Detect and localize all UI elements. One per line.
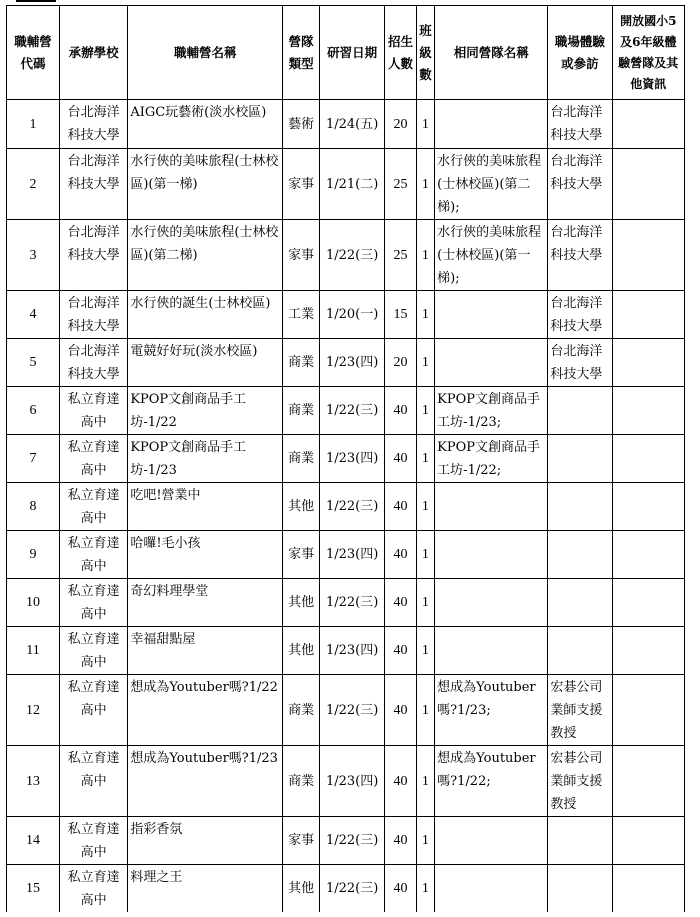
cell-classes: 1 bbox=[416, 531, 434, 579]
cell-classes: 1 bbox=[416, 817, 434, 865]
cell-type: 家事 bbox=[283, 531, 320, 579]
cell-date: 1/24(五) bbox=[319, 100, 384, 149]
table-row bbox=[7, 149, 685, 220]
cell-date: 1/23(四) bbox=[319, 531, 384, 579]
cell-school: 私立育達高中 bbox=[60, 627, 128, 675]
cell-classes: 1 bbox=[416, 579, 434, 627]
cell-code: 11 bbox=[7, 627, 60, 675]
cell-camp-name: 幸福甜點屋 bbox=[128, 627, 283, 675]
cell-related bbox=[435, 339, 548, 387]
table-row bbox=[7, 291, 685, 339]
cell-enroll: 40 bbox=[385, 675, 417, 746]
cell-camp-name: 電競好好玩(淡水校區) bbox=[128, 339, 283, 387]
cell-open bbox=[612, 149, 684, 220]
cell-open bbox=[612, 675, 684, 746]
cell-classes: 1 bbox=[416, 435, 434, 483]
cell-code: 3 bbox=[7, 220, 60, 291]
cell-related: 想成為Youtuber嗎?1/23; bbox=[435, 675, 548, 746]
table-row bbox=[7, 531, 685, 579]
table-row bbox=[7, 865, 685, 913]
cell-open bbox=[612, 339, 684, 387]
cell-code: 1 bbox=[7, 100, 60, 149]
cell-type: 家事 bbox=[283, 220, 320, 291]
cell-school: 台北海洋科技大學 bbox=[60, 149, 128, 220]
header-related: 相同營隊名稱 bbox=[435, 6, 548, 100]
cell-enroll: 40 bbox=[385, 627, 417, 675]
cell-camp-name: 吃吧!營業中 bbox=[128, 483, 283, 531]
table-row bbox=[7, 220, 685, 291]
cell-school: 私立育達高中 bbox=[60, 483, 128, 531]
cell-date: 1/22(三) bbox=[319, 675, 384, 746]
cell-date: 1/22(三) bbox=[319, 220, 384, 291]
cell-date: 1/20(一) bbox=[319, 291, 384, 339]
cell-enroll: 25 bbox=[385, 149, 417, 220]
cell-related bbox=[435, 531, 548, 579]
cell-enroll: 20 bbox=[385, 100, 417, 149]
cell-type: 其他 bbox=[283, 579, 320, 627]
cell-related bbox=[435, 865, 548, 913]
cell-related: KPOP文創商品手工坊-1/23; bbox=[435, 387, 548, 435]
table-row bbox=[7, 435, 685, 483]
cell-school: 私立育達高中 bbox=[60, 675, 128, 746]
cell-related bbox=[435, 817, 548, 865]
cell-classes: 1 bbox=[416, 865, 434, 913]
cell-classes: 1 bbox=[416, 339, 434, 387]
cell-classes: 1 bbox=[416, 675, 434, 746]
cell-date: 1/23(四) bbox=[319, 627, 384, 675]
cell-school: 台北海洋科技大學 bbox=[60, 291, 128, 339]
cell-open bbox=[612, 746, 684, 817]
cell-type: 商業 bbox=[283, 339, 320, 387]
cell-date: 1/23(四) bbox=[319, 746, 384, 817]
cell-code: 8 bbox=[7, 483, 60, 531]
table-row bbox=[7, 627, 685, 675]
document-page bbox=[6, 0, 686, 912]
cell-code: 5 bbox=[7, 339, 60, 387]
cell-school: 私立育達高中 bbox=[60, 817, 128, 865]
camp-table bbox=[6, 5, 685, 912]
cell-open bbox=[612, 291, 684, 339]
cell-type: 商業 bbox=[283, 435, 320, 483]
cell-code: 15 bbox=[7, 865, 60, 913]
cell-code: 2 bbox=[7, 149, 60, 220]
cell-visit bbox=[548, 483, 612, 531]
table-row bbox=[7, 675, 685, 746]
cell-school: 私立育達高中 bbox=[60, 531, 128, 579]
header-type: 營隊類型 bbox=[283, 6, 320, 100]
cell-visit bbox=[548, 627, 612, 675]
cell-visit: 台北海洋科技大學 bbox=[548, 291, 612, 339]
cell-open bbox=[612, 531, 684, 579]
cell-visit: 台北海洋科技大學 bbox=[548, 149, 612, 220]
cell-classes: 1 bbox=[416, 387, 434, 435]
cell-enroll: 40 bbox=[385, 865, 417, 913]
cell-classes: 1 bbox=[416, 291, 434, 339]
cell-type: 其他 bbox=[283, 483, 320, 531]
cell-camp-name: 水行俠的美味旅程(士林校區)(第二梯) bbox=[128, 220, 283, 291]
header-classes: 班級數 bbox=[416, 6, 434, 100]
cell-classes: 1 bbox=[416, 627, 434, 675]
cell-code: 7 bbox=[7, 435, 60, 483]
cell-enroll: 20 bbox=[385, 339, 417, 387]
cell-school: 台北海洋科技大學 bbox=[60, 220, 128, 291]
cell-related bbox=[435, 100, 548, 149]
cell-visit bbox=[548, 531, 612, 579]
cell-enroll: 40 bbox=[385, 746, 417, 817]
cell-date: 1/22(三) bbox=[319, 387, 384, 435]
cell-related: 想成為Youtuber嗎?1/22; bbox=[435, 746, 548, 817]
cell-classes: 1 bbox=[416, 100, 434, 149]
cell-type: 商業 bbox=[283, 387, 320, 435]
cell-related bbox=[435, 483, 548, 531]
cell-visit bbox=[548, 579, 612, 627]
cell-type: 家事 bbox=[283, 817, 320, 865]
cell-related bbox=[435, 291, 548, 339]
cell-code: 12 bbox=[7, 675, 60, 746]
header-enroll: 招生人數 bbox=[385, 6, 417, 100]
table-row bbox=[7, 817, 685, 865]
cell-visit: 宏碁公司業師支援教授 bbox=[548, 746, 612, 817]
table-row bbox=[7, 483, 685, 531]
cell-classes: 1 bbox=[416, 220, 434, 291]
cell-related bbox=[435, 579, 548, 627]
cell-enroll: 40 bbox=[385, 387, 417, 435]
table-row bbox=[7, 746, 685, 817]
cell-date: 1/22(三) bbox=[319, 865, 384, 913]
cell-camp-name: KPOP文創商品手工坊-1/22 bbox=[128, 387, 283, 435]
cell-visit bbox=[548, 435, 612, 483]
cell-visit bbox=[548, 817, 612, 865]
cell-classes: 1 bbox=[416, 483, 434, 531]
header-open: 開放國小5及6年級體驗營隊及其他資訊 bbox=[612, 6, 684, 100]
cell-type: 藝術 bbox=[283, 100, 320, 149]
cell-code: 6 bbox=[7, 387, 60, 435]
cell-camp-name: 奇幻料理學堂 bbox=[128, 579, 283, 627]
cell-enroll: 40 bbox=[385, 435, 417, 483]
cell-type: 商業 bbox=[283, 746, 320, 817]
cell-visit bbox=[548, 865, 612, 913]
cell-open bbox=[612, 483, 684, 531]
table-row bbox=[7, 579, 685, 627]
cell-open bbox=[612, 387, 684, 435]
cell-date: 1/22(三) bbox=[319, 817, 384, 865]
cell-date: 1/23(四) bbox=[319, 435, 384, 483]
cell-visit: 台北海洋科技大學 bbox=[548, 100, 612, 149]
cell-code: 4 bbox=[7, 291, 60, 339]
table-body bbox=[7, 100, 685, 913]
cell-related: KPOP文創商品手工坊-1/22; bbox=[435, 435, 548, 483]
cell-enroll: 15 bbox=[385, 291, 417, 339]
cell-school: 私立育達高中 bbox=[60, 865, 128, 913]
cell-camp-name: AIGC玩藝術(淡水校區) bbox=[128, 100, 283, 149]
cell-visit: 台北海洋科技大學 bbox=[548, 339, 612, 387]
cell-school: 私立育達高中 bbox=[60, 746, 128, 817]
cell-date: 1/23(四) bbox=[319, 339, 384, 387]
header-visit: 職場體驗或參訪 bbox=[548, 6, 612, 100]
cell-visit bbox=[548, 387, 612, 435]
cell-open bbox=[612, 817, 684, 865]
cell-open bbox=[612, 435, 684, 483]
cell-visit: 台北海洋科技大學 bbox=[548, 220, 612, 291]
cell-camp-name: 水行俠的誕生(士林校區) bbox=[128, 291, 283, 339]
cell-camp-name: 指彩香氛 bbox=[128, 817, 283, 865]
cell-enroll: 40 bbox=[385, 483, 417, 531]
table-row bbox=[7, 387, 685, 435]
cell-open bbox=[612, 100, 684, 149]
cell-open bbox=[612, 220, 684, 291]
cell-code: 10 bbox=[7, 579, 60, 627]
header-date: 研習日期 bbox=[319, 6, 384, 100]
cell-school: 私立育達高中 bbox=[60, 435, 128, 483]
cell-date: 1/22(三) bbox=[319, 579, 384, 627]
cell-enroll: 25 bbox=[385, 220, 417, 291]
cell-type: 商業 bbox=[283, 675, 320, 746]
header-camp-name: 職輔營名稱 bbox=[128, 6, 283, 100]
cell-classes: 1 bbox=[416, 746, 434, 817]
table-row bbox=[7, 100, 685, 149]
header-row bbox=[7, 6, 685, 100]
cell-date: 1/21(二) bbox=[319, 149, 384, 220]
cell-school: 私立育達高中 bbox=[60, 579, 128, 627]
cell-enroll: 40 bbox=[385, 579, 417, 627]
cell-type: 家事 bbox=[283, 149, 320, 220]
cell-code: 14 bbox=[7, 817, 60, 865]
cell-related: 水行俠的美味旅程(士林校區)(第一梯); bbox=[435, 220, 548, 291]
cell-type: 其他 bbox=[283, 865, 320, 913]
cell-visit: 宏碁公司業師支援教授 bbox=[548, 675, 612, 746]
cell-related: 水行俠的美味旅程(士林校區)(第二梯); bbox=[435, 149, 548, 220]
cell-camp-name: 想成為Youtuber嗎?1/22 bbox=[128, 675, 283, 746]
cell-camp-name: KPOP文創商品手工坊-1/23 bbox=[128, 435, 283, 483]
cell-related bbox=[435, 627, 548, 675]
cell-code: 9 bbox=[7, 531, 60, 579]
cell-school: 台北海洋科技大學 bbox=[60, 339, 128, 387]
cell-camp-name: 水行俠的美味旅程(士林校區)(第一梯) bbox=[128, 149, 283, 220]
cell-camp-name: 料理之王 bbox=[128, 865, 283, 913]
header-code: 職輔營代碼 bbox=[7, 6, 60, 100]
cell-classes: 1 bbox=[416, 149, 434, 220]
cell-school: 私立育達高中 bbox=[60, 387, 128, 435]
header-school: 承辦學校 bbox=[60, 6, 128, 100]
cell-open bbox=[612, 865, 684, 913]
cell-enroll: 40 bbox=[385, 531, 417, 579]
cell-open bbox=[612, 627, 684, 675]
cell-code: 13 bbox=[7, 746, 60, 817]
cell-school: 台北海洋科技大學 bbox=[60, 100, 128, 149]
cell-camp-name: 想成為Youtuber嗎?1/23 bbox=[128, 746, 283, 817]
cell-open bbox=[612, 579, 684, 627]
cell-enroll: 40 bbox=[385, 817, 417, 865]
table-row bbox=[7, 339, 685, 387]
cell-date: 1/22(三) bbox=[319, 483, 384, 531]
cell-type: 其他 bbox=[283, 627, 320, 675]
cell-type: 工業 bbox=[283, 291, 320, 339]
cell-camp-name: 哈囉!毛小孩 bbox=[128, 531, 283, 579]
